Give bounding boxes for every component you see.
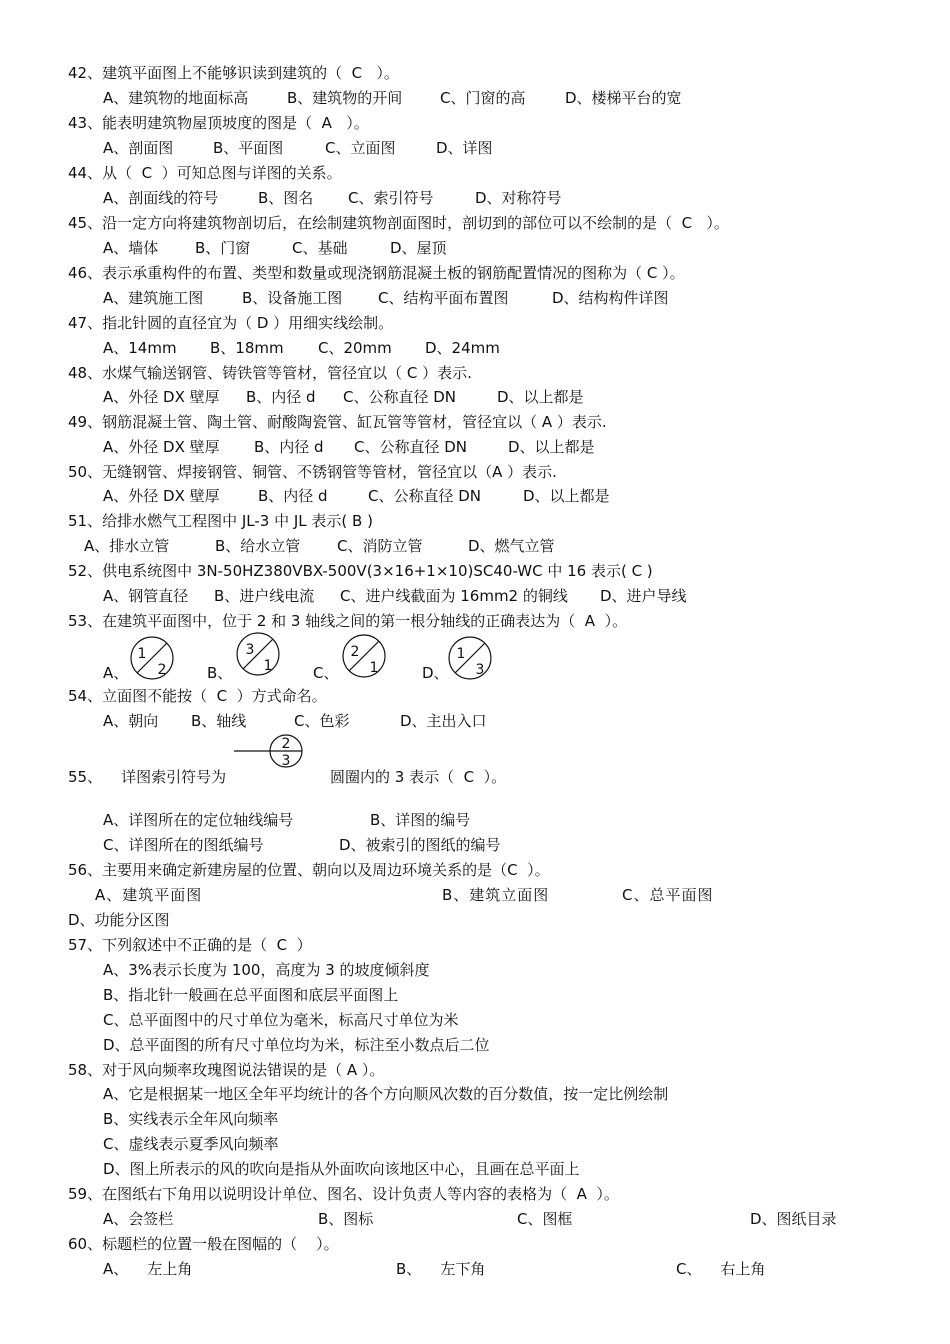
- q53-option-d: D、: [422, 664, 449, 682]
- q50-option-b: B、内径 d: [258, 487, 328, 505]
- q42-option-c: C、门窗的高: [440, 89, 526, 107]
- svg-text:1: 1: [137, 646, 147, 662]
- q45-option-b: B、门窗: [195, 239, 251, 257]
- q53-axis-symbol-c: [340, 632, 390, 682]
- svg-text:2: 2: [350, 644, 360, 660]
- q45-option-a: A、墙体: [103, 239, 159, 257]
- q53-axis-symbol-a: [128, 634, 178, 684]
- question-46-stem: 46、表示承重构件的布置、类型和数量或现浇钢筋混凝土板的钢筋配置情况的图称为（ C ）。: [68, 264, 685, 282]
- q59-option-c: C、图框: [517, 1210, 573, 1228]
- q52-option-c: C、进户线截面为 16mm2 的铜线: [340, 587, 568, 605]
- q49-option-c: C、公称直径 DN: [354, 438, 468, 456]
- q54-option-b: B、轴线: [191, 712, 247, 730]
- svg-text:3: 3: [245, 642, 255, 658]
- q43-option-a: A、剖面图: [103, 139, 174, 157]
- question-42-stem: 42、建筑平面图上不能够识读到建筑的（ C ）。: [68, 64, 399, 82]
- question-51-stem: 51、给排水燃气工程图中 JL-3 中 JL 表示( B ): [68, 512, 373, 530]
- svg-text:2: 2: [157, 662, 167, 678]
- q55-index-symbol: [234, 733, 314, 773]
- q54-option-a: A、朝向: [103, 712, 159, 730]
- q54-option-c: C、色彩: [294, 712, 350, 730]
- q44-option-b: B、图名: [258, 189, 314, 207]
- q47-option-d: D、24mm: [425, 339, 500, 357]
- q48-option-d: D、以上都是: [497, 388, 584, 406]
- q48-option-c: C、公称直径 DN: [343, 388, 457, 406]
- q56-option-b: B、建筑立面图: [442, 886, 550, 904]
- question-60-stem: 60、标题栏的位置一般在图幅的（ ）。: [68, 1235, 339, 1253]
- q55-option-c: C、详图所在的图纸编号: [103, 836, 264, 854]
- q43-option-b: B、平面图: [213, 139, 284, 157]
- question-49-stem: 49、钢筋混凝土管、陶土管、耐酸陶瓷管、缸瓦管等管材，管径宜以（ A ）表示.: [68, 413, 607, 431]
- q56-option-d: D、功能分区图: [68, 911, 170, 929]
- question-53-stem: 53、在建筑平面图中，位于 2 和 3 轴线之间的第一根分轴线的正确表达为（ A ）。: [68, 612, 628, 630]
- svg-text:1: 1: [263, 658, 273, 674]
- question-58-stem: 58、对于风向频率玫瑰图说法错误的是（ A ）。: [68, 1061, 385, 1079]
- question-50-stem: 50、无缝钢管、焊接钢管、铜管、不锈钢管等管材，管径宜以（A ）表示.: [68, 463, 557, 481]
- svg-text:3: 3: [475, 662, 485, 678]
- q50-option-d: D、以上都是: [523, 487, 610, 505]
- q46-option-b: B、设备施工图: [242, 289, 343, 307]
- q57-option-c: C、总平面图中的尺寸单位为毫米，标高尺寸单位为米: [103, 1011, 459, 1029]
- q52-option-d: D、进户导线: [600, 587, 687, 605]
- q56-option-a: A、建筑平面图: [95, 886, 203, 904]
- q51-option-a: A、排水立管: [84, 537, 170, 555]
- q52-option-a: A、钢管直径: [103, 587, 189, 605]
- q56-option-c: C、总平面图: [622, 886, 714, 904]
- question-56-stem: 56、主要用来确定新建房屋的位置、朝向以及周边环境关系的是（C ）。: [68, 861, 550, 879]
- q53-axis-symbol-d: [446, 634, 496, 684]
- q59-option-d: D、图纸目录: [750, 1210, 837, 1228]
- q53-option-a: A、: [103, 664, 129, 682]
- q51-option-b: B、给水立管: [215, 537, 301, 555]
- question-57-stem: 57、下列叙述中不正确的是（ C ）: [68, 936, 312, 954]
- q59-option-b: B、图标: [318, 1210, 374, 1228]
- q54-option-d: D、主出入口: [400, 712, 487, 730]
- question-59-stem: 59、在图纸右下角用以说明设计单位、图名、设计负责人等内容的表格为（ A ）。: [68, 1185, 619, 1203]
- q60-option-a: A、 左上角: [103, 1260, 193, 1278]
- question-52-stem: 52、供电系统图中 3N-50HZ380VBX-500V(3×16+1×10)SC40-WC 中 16 表示( C ): [68, 562, 653, 580]
- q45-option-c: C、基础: [292, 239, 348, 257]
- q49-option-b: B、内径 d: [254, 438, 324, 456]
- q53-option-c: C、: [313, 664, 339, 682]
- q52-option-b: B、进户线电流: [214, 587, 315, 605]
- q48-option-b: B、内径 d: [246, 388, 316, 406]
- q46-option-a: A、建筑施工图: [103, 289, 204, 307]
- q44-option-a: A、剖面线的符号: [103, 189, 219, 207]
- q60-option-b: B、 左下角: [396, 1260, 486, 1278]
- q53-axis-symbol-b: [234, 630, 284, 680]
- q42-option-a: A、建筑物的地面标高: [103, 89, 249, 107]
- q47-option-c: C、20mm: [318, 339, 392, 357]
- svg-text:1: 1: [456, 646, 466, 662]
- q47-option-b: B、18mm: [210, 339, 284, 357]
- question-43-stem: 43、能表明建筑物屋顶坡度的图是（ A ）。: [68, 114, 369, 132]
- svg-text:3: 3: [281, 753, 291, 769]
- q58-option-d: D、图上所表示的风的吹向是指从外面吹向该地区中心，且画在总平面上: [103, 1160, 580, 1178]
- q53-option-b: B、: [207, 664, 233, 682]
- q44-option-c: C、索引符号: [348, 189, 434, 207]
- question-48-stem: 48、水煤气输送钢管、铸铁管等管材，管径宜以（ C ）表示.: [68, 364, 472, 382]
- q58-option-c: C、虚线表示夏季风向频率: [103, 1135, 279, 1153]
- q59-option-a: A、会签栏: [103, 1210, 174, 1228]
- q47-option-a: A、14mm: [103, 339, 177, 357]
- q58-option-a: A、它是根据某一地区全年平均统计的各个方向顺风次数的百分数值，按一定比例绘制: [103, 1085, 669, 1103]
- q57-option-b: B、指北针一般画在总平面图和底层平面图上: [103, 986, 399, 1004]
- q48-option-a: A、外径 DX 壁厚: [103, 388, 220, 406]
- question-47-stem: 47、指北针圆的直径宜为（ D ）用细实线绘制。: [68, 314, 394, 332]
- q45-option-d: D、屋顶: [390, 239, 447, 257]
- q57-option-d: D、总平面图的所有尺寸单位均为米，标注至小数点后二位: [103, 1036, 490, 1054]
- q42-option-d: D、楼梯平台的宽: [565, 89, 682, 107]
- q51-option-d: D、燃气立管: [468, 537, 555, 555]
- q55-stem-continued: 圆圈内的 3 表示（ C ）。: [330, 768, 507, 786]
- q51-option-c: C、消防立管: [337, 537, 423, 555]
- svg-text:2: 2: [281, 736, 291, 752]
- question-44-stem: 44、从（ C ）可知总图与详图的关系。: [68, 164, 342, 182]
- svg-text:1: 1: [369, 660, 379, 676]
- q55-option-a: A、详图所在的定位轴线编号: [103, 811, 294, 829]
- question-45-stem: 45、沿一定方向将建筑物剖切后，在绘制建筑物剖面图时，剖切到的部位可以不绘制的是（ C ）。: [68, 214, 729, 232]
- q55-option-b: B、详图的编号: [370, 811, 471, 829]
- q50-option-c: C、公称直径 DN: [368, 487, 482, 505]
- q46-option-d: D、结构构件详图: [552, 289, 669, 307]
- q43-option-d: D、详图: [436, 139, 493, 157]
- question-55-stem: 55、 详图索引符号为: [68, 768, 227, 786]
- q55-option-d: D、被索引的图纸的编号: [339, 836, 501, 854]
- q57-option-a: A、3%表示长度为 100，高度为 3 的坡度倾斜度: [103, 961, 430, 979]
- q50-option-a: A、外径 DX 壁厚: [103, 487, 220, 505]
- q44-option-d: D、对称符号: [475, 189, 562, 207]
- q60-option-c: C、 右上角: [676, 1260, 766, 1278]
- q49-option-a: A、外径 DX 壁厚: [103, 438, 220, 456]
- question-54-stem: 54、立面图不能按（ C ）方式命名。: [68, 687, 327, 705]
- q42-option-b: B、建筑物的开间: [287, 89, 403, 107]
- q43-option-c: C、立面图: [325, 139, 396, 157]
- q49-option-d: D、以上都是: [508, 438, 595, 456]
- q58-option-b: B、实线表示全年风向频率: [103, 1110, 279, 1128]
- q46-option-c: C、结构平面布置图: [378, 289, 509, 307]
